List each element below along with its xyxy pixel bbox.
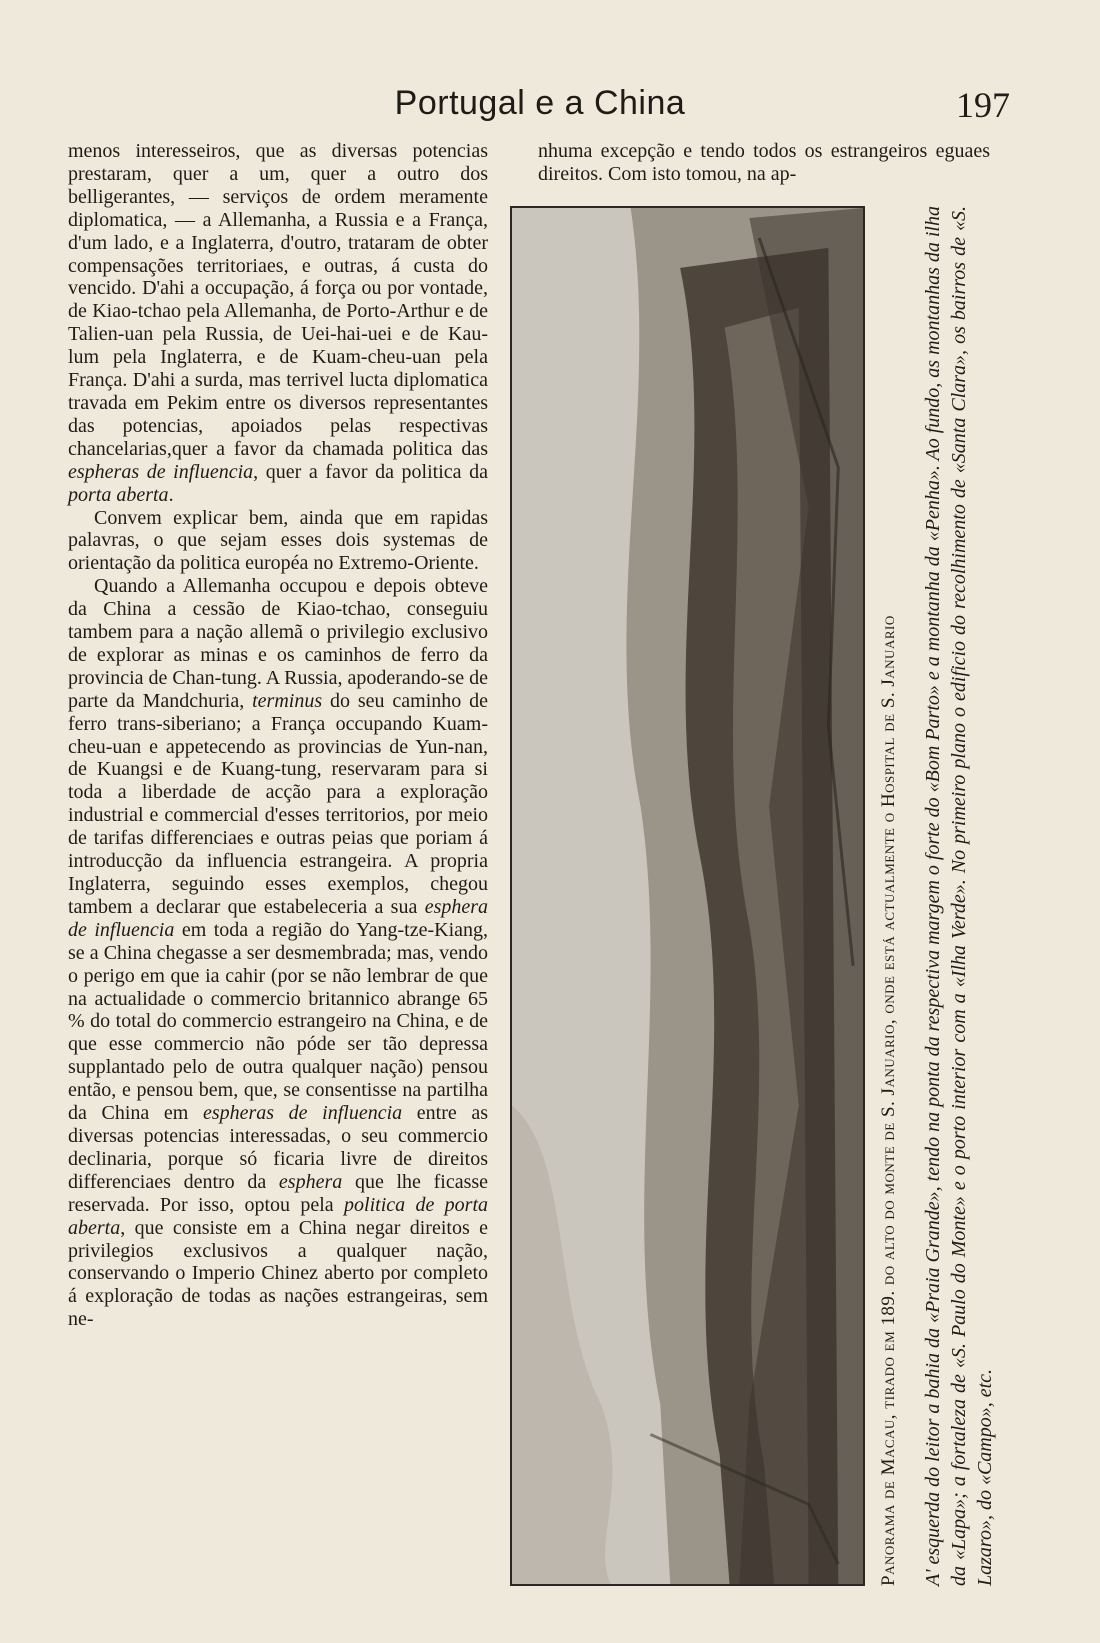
text-run: entre as diversas potencias interessadas, o seu commercio declinaria, porque só ficaria livre de direitos differenciaes dentro da — [68, 1102, 489, 1193]
running-header — [60, 84, 1020, 134]
figure-caption — [876, 206, 1076, 1586]
paragraph: nhuma excepção e tendo todos os estrangeiros eguaes direitos. Com isto tomou, na ap- — [538, 140, 990, 185]
text-run: menos interesseiros, que as diversas potencias prestaram, quer a um, quer a outro dos belligerantes, — serviços de ordem meramente diplomatica, — a Allemanha, a Russia e a França, d'um lado, e a Inglaterra, d'outro, trataram de obter compensações territoriaes, e outras, á custa do vencido. D'ahi a occupação, á força ou por vontade, de Kiao-tchao pela Allemanha, de Porto-Arthur e de Talien-uan pela Russia, de Uei-hai-uei e de Kau-lum pela Inglaterra, e de Kuam-cheu-uan pela França. D'ahi a surda, mas terrivel lucta diplomatica travada em Pekim entre os diversos representantes das potencias, apoiados pelas respectivas chancelarias,quer a favor da chamada politica das — [68, 140, 488, 460]
text-run: do seu caminho de ferro trans-siberiano; a França occupando Kuam-cheu-uan e appetecendo as provincias de Yun-nan, de Kuangsi e de Kuang-tung, reservaram para si toda a liberdade de acção para a exploração industrial e commercial d'esses territorios, por meio de tarifas differenciaes e outras peias que poriam á introducção da influencia estrangeira. A propria Inglaterra, seguindo esses exemplos, chegou tambem a declarar que estabeleceria a sua — [68, 689, 489, 918]
page-number: 197 — [956, 85, 1010, 125]
paragraph: Convem explicar bem, ainda que em rapidas palavras, o que sejam esses dois systemas de orientação da politica européa no Extremo-Oriente. — [68, 506, 488, 575]
paragraph — [68, 575, 488, 1331]
right-text-column — [538, 140, 990, 186]
caption-title: Panorama de Macau, tirado em 189. do alto do monte de S. Januario, onde está actualmente o Hospital de S. Januario — [878, 615, 899, 1586]
text-run: que lhe ficasse reservada. Por isso, optou pela — [68, 1170, 489, 1216]
emphasis: porta aberta — [68, 483, 169, 506]
panorama-photo — [510, 206, 865, 1586]
page-title: Portugal e a China — [394, 84, 686, 122]
text-run: , que consiste em a China negar direitos e privilegios exclusivos a qualquer nação, conservando o Imperio Chinez aberto por completo á exploração de todas as nações estrangeiras, sem ne- — [68, 1216, 488, 1331]
emphasis: terminus — [252, 689, 323, 712]
left-text-column — [68, 140, 488, 1331]
text-run: Quando a Allemanha occupou e depois obteve da China a cessão de Kiao-tchao, conseguiu tambem para a nação allemã o privilegio exclusivo de explorar as minas e os caminhos de ferro da provincia de Chan-tung. A Russia, apoderando-se de parte da Mandchuria, — [68, 575, 488, 712]
text-run: , quer a favor da politica da — [253, 460, 488, 483]
paragraph — [68, 140, 488, 507]
emphasis: politica de porta aberta — [68, 1193, 489, 1239]
emphasis: espheras de influencia — [202, 1102, 403, 1125]
emphasis: espheras de influencia — [68, 460, 254, 483]
emphasis: esphera de influencia — [68, 895, 489, 941]
emphasis: esphera — [278, 1170, 343, 1193]
text-run: em toda a região do Yang-tze-Kiang, se a China chegasse a ser desmembrada; mas, vendo o perigo em que ia cahir (por se não lembrar de que na actualidade o commercio britannico abrange 65 % do total do commercio estrangeiro na China, e de que esse commercio não póde ser tão depressa supplantado pelo de outra qualquer nação) pensou então, e pensou bem, que, se consentisse na partilha da China em — [68, 918, 489, 1125]
caption-text: A' esquerda do leitor a bahia da «Praia Grande», tendo na ponta da respectiva margem o forte do «Bom Parto» e a montanha da «Penha». Ao fundo, as montanhas da ilha da «Lapa»; a fortaleza de «S. Paulo do Monte» e o porto interior com a «Ilha Verde». No primeiro plano o edificio do recolhimento de «Santa Clara», os bairros de «S. Lazaro», do «Campo», etc. — [922, 206, 996, 1586]
panorama-illustration — [512, 208, 863, 1584]
text-run: . — [168, 483, 174, 506]
